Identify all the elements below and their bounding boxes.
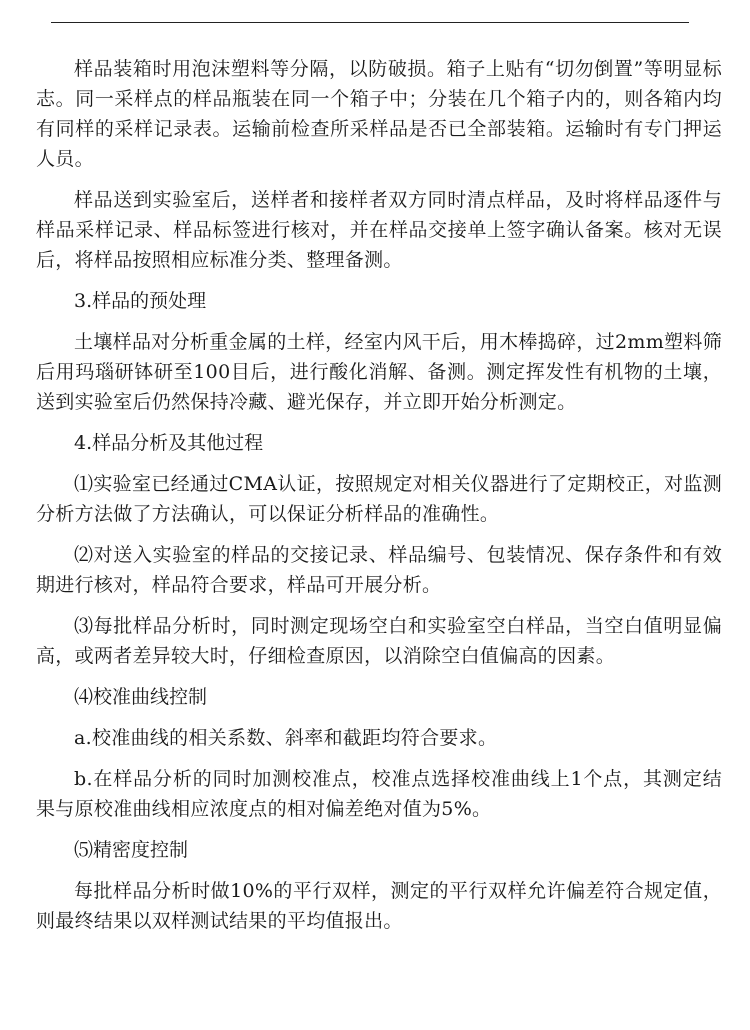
- paragraph-calibration-b: b.在样品分析的同时加测校准点，校准点选择校准曲线上1个点，其测定结果与原校准曲线相应浓度点的相对偏差绝对值为5%。: [36, 768, 722, 820]
- paragraph-cma-certification: ⑴实验室已经通过CMA认证，按照规定对相关仪器进行了定期校正，对监测分析方法做了方法确认，可以保证分析样品的准确性。: [36, 473, 722, 525]
- subheading-calibration: ⑷校准曲线控制: [74, 686, 208, 708]
- paragraph-precision: 每批样品分析时做10%的平行双样，测定的平行双样允许偏差符合规定值，则最终结果以双样测试结果的平均值报出。: [36, 880, 722, 932]
- paragraph-packing: 样品装箱时用泡沫塑料等分隔，以防破损。箱子上贴有“切勿倒置”等明显标志。同一采样点的样品瓶装在同一个箱子中；分装在几个箱子内的，则各箱内均有同样的采样记录表。运输前检查所采样品是否已全部装箱。运输时有专门押运人员。: [36, 58, 722, 170]
- section-heading-pretreatment: 3.样品的预处理: [74, 290, 207, 312]
- subheading-precision: ⑸精密度控制: [74, 839, 189, 861]
- paragraph-blank-samples: ⑶每批样品分析时，同时测定现场空白和实验室空白样品，当空白值明显偏高，或两者差异较大时，仔细检查原因，以消除空白值偏高的因素。: [36, 615, 722, 667]
- document-body: [36, 54, 722, 947]
- paragraph-delivery: 样品送到实验室后，送样者和接样者双方同时清点样品，及时将样品逐件与样品采样记录、样品标签进行核对，并在样品交接单上签字确认备案。核对无误后，将样品按照相应标准分类、整理备测。: [36, 189, 722, 271]
- section-heading-analysis: 4.样品分析及其他过程: [74, 432, 264, 454]
- paragraph-soil-pretreatment: 土壤样品对分析重金属的土样，经室内风干后，用木棒捣碎，过2mm塑料筛后用玛瑙研钵研至100目后，进行酸化消解、备测。测定挥发性有机物的土壤，送到实验室后仍然保持冷藏、避光保存，并立即开始分析测定。: [36, 331, 722, 413]
- paragraph-sample-check: ⑵对送入实验室的样品的交接记录、样品编号、包装情况、保存条件和有效期进行核对，样品符合要求，样品可开展分析。: [36, 544, 722, 596]
- paragraph-calibration-a: a.校准曲线的相关系数、斜率和截距均符合要求。: [74, 727, 498, 749]
- header-rule: [51, 22, 689, 23]
